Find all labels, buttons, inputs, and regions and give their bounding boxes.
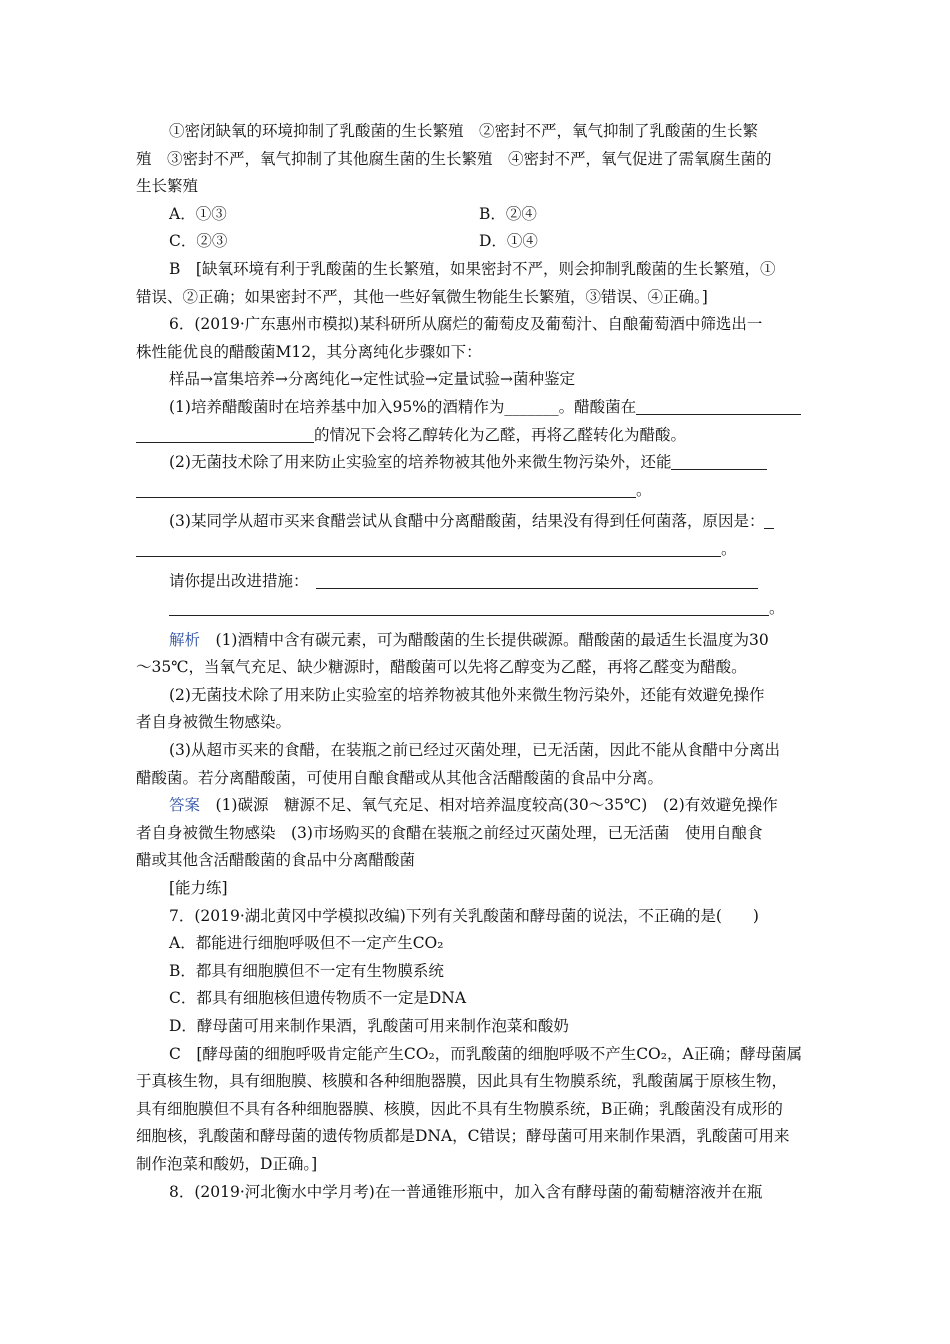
analysis-line-5: (3)从超市买来的食醋，在装瓶之前已经过灭菌处理，已无活菌，因此不能从食醋中分离出 [169, 741, 780, 760]
q6-part4-line-1 [136, 568, 816, 596]
answer-blank [136, 540, 721, 557]
q7-stem: 7．(2019·湖北黄冈中学模拟改编)下列有关乳酸菌和酵母菌的说法，不正确的是( ) [169, 906, 759, 925]
answer-blank [636, 398, 801, 415]
analysis-label: 解析 [169, 630, 201, 649]
q6-part1-line-1 [136, 394, 816, 422]
q6-part2-line-1 [136, 449, 816, 477]
q6-part4-text: 请你提出改进措施： [169, 571, 301, 590]
answer-text: (1)碳源 糖源不足、氧气充足、相对培养温度较高(30～35℃) (2)有效避免操作 [200, 796, 778, 815]
answer-line-2: 者自身被微生物感染 (3)市场购买的食醋在装瓶之前经过灭菌处理，已无活菌 使用自酿食 [136, 823, 763, 842]
q7-option-a: A．都能进行细胞呼吸但不一定产生CO₂ [169, 934, 444, 953]
period: 。 [769, 599, 785, 618]
period: 。 [721, 539, 737, 558]
q5-statement-line-1: ①密闭缺氧的环境抑制了乳酸菌的生长繁殖 ②密封不严，氧气抑制了乳酸菌的生长繁 [169, 122, 759, 140]
q6-steps: 样品→富集培养→分离纯化→定性试验→定量试验→菌种鉴定 [169, 370, 575, 389]
q7-answer-line-3: 具有细胞膜但不具有各种细胞器膜、核膜，因此不具有生物膜系统，B正确；乳酸菌没有成形的 [136, 1099, 783, 1118]
q5-option-b: B．②④ [479, 204, 537, 223]
q5-options-row-2 [136, 228, 816, 256]
q7-option-c: C．都具有细胞核但遗传物质不一定是DNA [169, 989, 467, 1008]
answer-blank [169, 599, 769, 616]
analysis-line-6: 醋酸菌。若分离醋酸菌，可使用自酿食醋或从其他含活醋酸菌的食品中分离。 [136, 768, 664, 787]
analysis-line-3: (2)无菌技术除了用来防止实验室的培养物被其他外来微生物污染外，还能有效避免操作 [169, 685, 765, 704]
q5-option-a: A．①③ [169, 204, 227, 223]
q5-option-d: D．①④ [479, 232, 538, 251]
q6-part3-line-1 [136, 508, 816, 536]
answer-line-3: 醋或其他含活醋酸菌的食品中分离醋酸菌 [136, 851, 416, 870]
answer-blank [764, 512, 774, 529]
answer-line-1 [136, 792, 816, 820]
q5-option-c: C．②③ [169, 232, 228, 251]
q7-option-d: D．酵母菌可用来制作果酒，乳酸菌可用来制作泡菜和酸奶 [169, 1017, 569, 1035]
q6-part1-text: (1)培养醋酸菌时在培养基中加入95%的酒精作为_______。醋酸菌在 [169, 397, 637, 416]
answer-blank [671, 453, 767, 470]
analysis-line-1 [136, 627, 816, 655]
answer-blank [316, 572, 758, 589]
document-content [136, 118, 816, 1206]
q6-stem-line-1: 6．(2019·广东惠州市模拟)某科研所从腐烂的葡萄皮及葡萄汁、自酿葡萄酒中筛选出一 [169, 315, 763, 334]
q7-answer-line-5: 制作泡菜和酸奶，D正确。] [136, 1154, 318, 1173]
q8-stem: 8．(2019·河北衡水中学月考)在一普通锥形瓶中，加入含有酵母菌的葡萄糖溶液并在瓶 [169, 1182, 763, 1201]
analysis-line-4: 者自身被微生物感染。 [136, 713, 292, 732]
q6-part1-line-2 [136, 422, 816, 450]
q6-part2-line-2 [136, 477, 816, 505]
analysis-text: (1)酒精中含有碳元素，可为醋酸菌的生长提供碳源。醋酸菌的最适生长温度为30 [200, 630, 769, 649]
answer-blank [136, 426, 314, 443]
q5-statement-line-3: 生长繁殖 [136, 177, 199, 196]
q7-option-b: B．都具有细胞膜但不一定有生物膜系统 [169, 961, 444, 980]
answer-label: 答案 [169, 796, 201, 815]
q6-part3-line-2 [136, 536, 816, 564]
answer-blank [136, 481, 636, 498]
q5-options-row-1 [136, 201, 816, 229]
q7-answer-line-1: C [酵母菌的细胞呼吸肯定能产生CO₂，而乳酸菌的细胞呼吸不产生CO₂，A正确；酵母菌属 [169, 1044, 803, 1063]
q6-part4-line-2 [136, 595, 816, 623]
q6-stem-line-2: 株性能优良的醋酸菌M12，其分离纯化步骤如下： [136, 342, 482, 361]
period: 。 [636, 480, 652, 499]
q6-part2-text: (2)无菌技术除了用来防止实验室的培养物被其他外来微生物污染外，还能 [169, 453, 672, 472]
section-heading: [能力练] [169, 879, 228, 898]
q6-part1-text-2: 的情况下会将乙醇转化为乙醛，再将乙醛转化为醋酸。 [314, 425, 687, 444]
q5-answer-line-2: 错误、②正确；如果密封不严，其他一些好氧微生物能生长繁殖，③错误、④正确。] [136, 287, 708, 306]
q7-answer-line-4: 细胞核，乳酸菌和酵母菌的遗传物质都是DNA，C错误；酵母菌可用来制作果酒，乳酸菌可用来 [136, 1127, 790, 1146]
q6-part3-text: (3)某同学从超市买来食醋尝试从食醋中分离醋酸菌，结果没有得到任何菌落，原因是： [169, 512, 765, 531]
q7-answer-line-2: 于真核生物，具有细胞膜、核膜和各种细胞器膜，因此具有生物膜系统，乳酸菌属于原核生物， [136, 1072, 788, 1091]
analysis-line-2: ～35℃，当氧气充足、缺少糖源时，醋酸菌可以先将乙醇变为乙醛，再将乙醛变为醋酸。 [136, 658, 747, 677]
q5-answer-line-1: B [缺氧环境有利于乳酸菌的生长繁殖，如果密封不严，则会抑制乳酸菌的生长繁殖，① [169, 259, 776, 278]
q5-statement-line-2: 殖 ③密封不严，氧气抑制了其他腐生菌的生长繁殖 ④密封不严，氧气促进了需氧腐生菌的 [136, 149, 772, 168]
